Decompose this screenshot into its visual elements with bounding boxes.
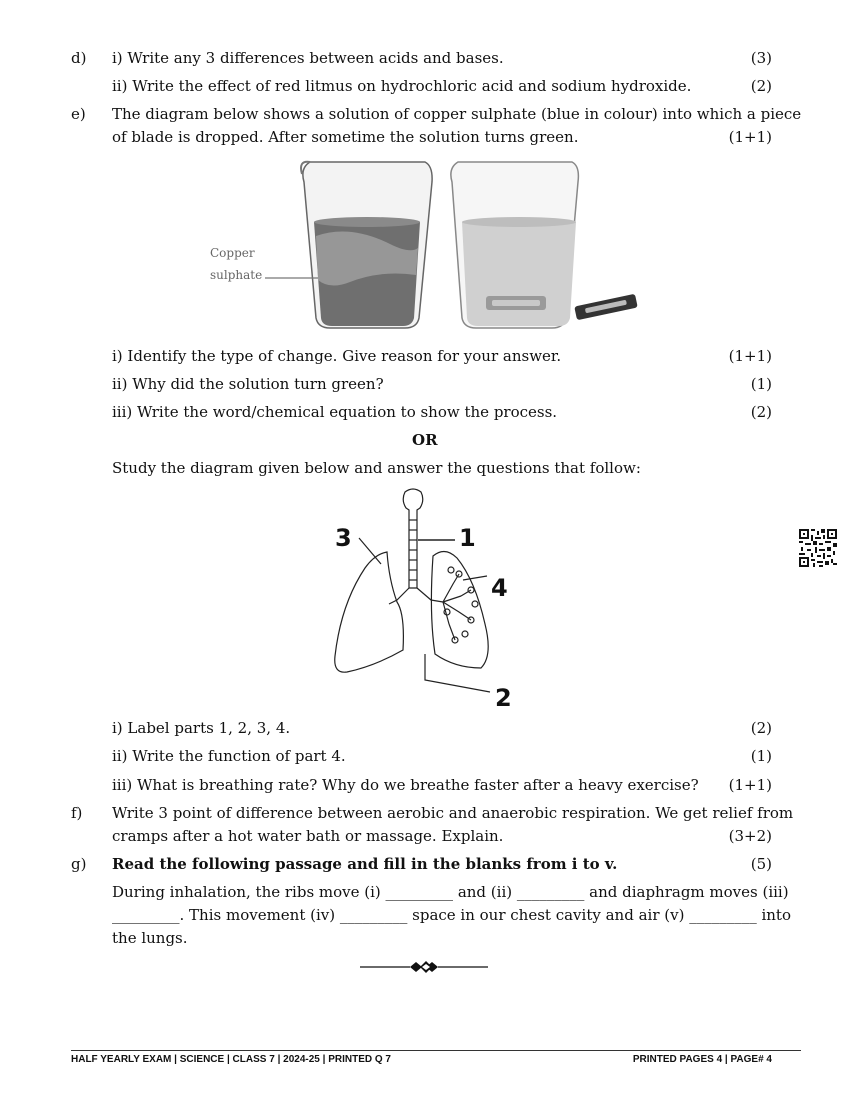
question-g-line2: _________. This movement (iv) _________ space in our chest cavity and air (v) _________ into: [112, 906, 791, 924]
question-e-alt-part-iii: iii) What is breathing rate? Why do we breathe faster after a heavy exercise?: [112, 776, 699, 794]
beaker-green-solution: [451, 162, 579, 328]
question-e-part-ii: ii) Why did the solution turn green?: [112, 375, 384, 393]
question-f-line1: Write 3 point of difference between aerobic and anaerobic respiration. We get relief from: [112, 804, 794, 822]
lungs-diagram: [325, 484, 530, 714]
question-e-alt-part-iii-marks: (1+1): [728, 776, 772, 794]
lung-label-4: 4: [491, 574, 508, 602]
question-d-part-ii-marks: (2): [750, 77, 772, 95]
copper-sulphate-beakers-figure: [200, 150, 650, 335]
question-g-heading: Read the following passage and fill in the blanks from i to v.: [112, 855, 618, 873]
trachea: [403, 489, 423, 588]
question-e-intro-line2: of blade is dropped. After sometime the solution turns green.: [112, 128, 579, 146]
question-g-label: g): [71, 855, 87, 873]
question-g-line1: During inhalation, the ribs move (i) _________ and (ii) _________ and diaphragm moves (iii): [112, 883, 789, 901]
or-separator: OR: [412, 431, 438, 449]
pointer-part-4: [463, 576, 487, 580]
right-lung: [431, 551, 488, 668]
question-e-part-i: i) Identify the type of change. Give reason for your answer.: [112, 347, 562, 365]
left-lung: [335, 552, 404, 672]
question-e-part-i-marks: (1+1): [728, 347, 772, 365]
figure-label-sulphate: sulphate: [210, 268, 263, 282]
pointer-part-3: [359, 538, 381, 564]
left-bronchus: [389, 588, 409, 604]
question-d-label: d): [71, 49, 87, 67]
question-d-part-i: i) Write any 3 differences between acids and bases.: [112, 49, 504, 67]
figure-label-copper: Copper: [210, 246, 255, 260]
question-e-part-ii-marks: (1): [750, 375, 772, 393]
question-e-alt-part-ii: ii) Write the function of part 4.: [112, 747, 346, 765]
question-e-part-iii: iii) Write the word/chemical equation to show the process.: [112, 403, 558, 421]
end-ornament-icon: [360, 960, 488, 974]
question-e-intro-line1: The diagram below shows a solution of copper sulphate (blue in colour) into which a piece: [112, 105, 802, 123]
question-e-study-instruction: Study the diagram given below and answer the questions that follow:: [112, 459, 641, 477]
question-f-label: f): [71, 804, 83, 822]
pointer-part-2: [425, 654, 490, 692]
footer-divider: [71, 1050, 801, 1051]
footer-exam-info: HALF YEARLY EXAM | SCIENCE | CLASS 7 | 2024-25 | PRINTED Q 7: [71, 1054, 391, 1065]
beaker-copper-sulphate: [301, 162, 432, 328]
question-e-alt-part-i-marks: (2): [750, 719, 772, 737]
question-g-marks: (5): [750, 855, 772, 873]
lung-label-3: 3: [335, 524, 352, 552]
question-g-line3: the lungs.: [112, 929, 188, 947]
question-e-alt-part-i: i) Label parts 1, 2, 3, 4.: [112, 719, 291, 737]
bronchioles: [443, 574, 471, 640]
qr-code-icon: [799, 529, 837, 567]
question-d-part-ii: ii) Write the effect of red litmus on hydrochloric acid and sodium hydroxide.: [112, 77, 692, 95]
lung-label-1: 1: [459, 524, 476, 552]
lung-label-2: 2: [495, 684, 512, 712]
question-e-label: e): [71, 105, 86, 123]
blade-icon: [574, 294, 638, 321]
question-e-alt-part-ii-marks: (1): [750, 747, 772, 765]
question-d-part-i-marks: (3): [750, 49, 772, 67]
question-f-line2: cramps after a hot water bath or massage. Explain.: [112, 827, 504, 845]
right-bronchus: [417, 588, 443, 602]
question-e-part-iii-marks: (2): [750, 403, 772, 421]
footer-page-info: PRINTED PAGES 4 | PAGE# 4: [632, 1054, 772, 1065]
question-f-marks: (3+2): [728, 827, 772, 845]
question-e-intro-marks: (1+1): [728, 128, 772, 146]
